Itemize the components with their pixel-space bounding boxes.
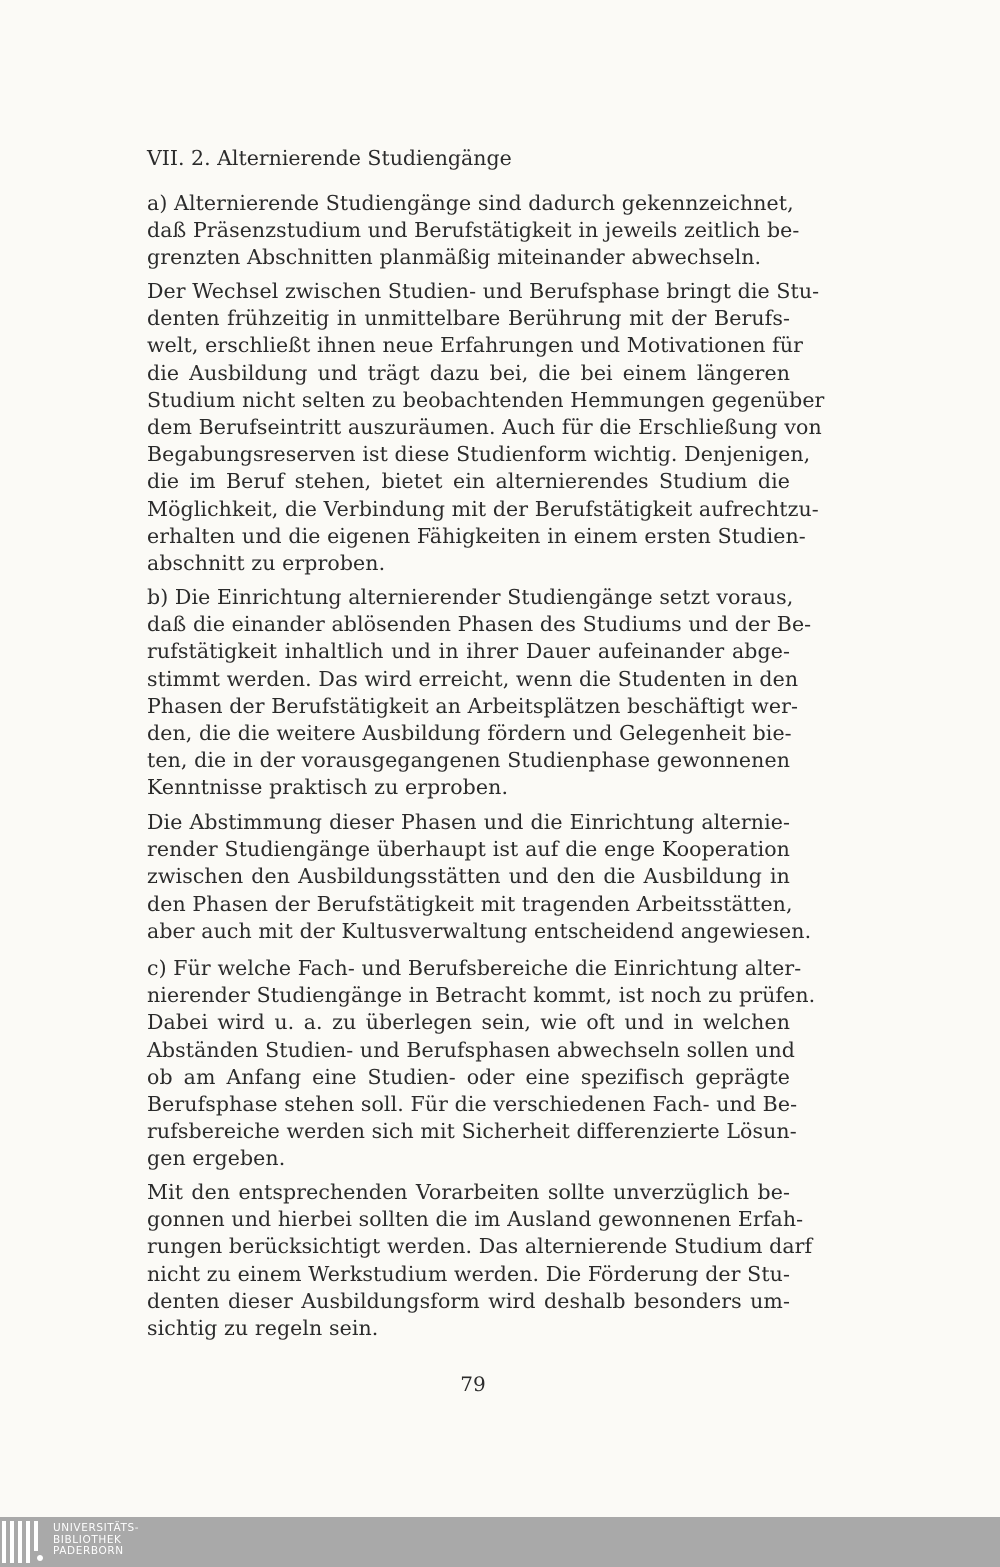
- text-line: dem Berufseintritt auszuräumen. Auch für die Erschließung von: [147, 415, 822, 440]
- logo-line: UNIVERSITÄTS-: [53, 1522, 140, 1534]
- text-line: Der Wechsel zwischen Studien- und Berufsphase bringt die Stu-: [147, 279, 820, 303]
- library-footer: [0, 1517, 1000, 1567]
- text-line: nicht zu einem Werkstudium werden. Die Förderung der Stu-: [147, 1261, 790, 1286]
- text-line: Phasen der Berufstätigkeit an Arbeitsplätzen beschäftigt wer-: [147, 693, 799, 718]
- text-line: die im Beruf stehen, bietet ein alternierendes Studium die: [147, 469, 790, 494]
- text-line: Berufsphase stehen soll. Für die verschiedenen Fach- und Be-: [147, 1092, 798, 1117]
- text-line: Mit den entsprechenden Vorarbeiten sollte unverzüglich be-: [147, 1180, 790, 1204]
- text-line: den Phasen der Berufstätigkeit mit tragenden Arbeitsstätten,: [147, 891, 793, 916]
- text-line: a) Alternierende Studiengänge sind dadurch gekennzeichnet,: [147, 191, 794, 215]
- text-line: welt, erschließt ihnen neue Erfahrungen und Motivationen für: [147, 333, 804, 358]
- text-line: Möglichkeit, die Verbindung mit der Berufstätigkeit aufrechtzu-: [147, 496, 819, 521]
- text-line: rufsbereiche werden sich mit Sicherheit differenzierte Lösun-: [147, 1119, 797, 1144]
- page-number: 79: [460, 1372, 486, 1396]
- text-line: denten frühzeitig in unmittelbare Berührung mit der Berufs-: [147, 306, 790, 331]
- text-line: daß Präsenzstudium und Berufstätigkeit in jeweils zeitlich be-: [147, 218, 800, 243]
- paragraph-b: [147, 584, 812, 802]
- text-line: Die Abstimmung dieser Phasen und die Einrichtung alternie-: [147, 810, 790, 834]
- text-line: rufstätigkeit inhaltlich und in ihrer Dauer aufeinander abge-: [147, 639, 790, 664]
- text-line: gonnen und hierbei sollten die im Ausland gewonnenen Erfah-: [147, 1207, 804, 1232]
- text-line: Dabei wird u. a. zu überlegen sein, wie oft und in welchen: [147, 1010, 790, 1035]
- text-line: erhalten und die eigenen Fähigkeiten in einem ersten Studien-: [147, 523, 806, 548]
- logo-line: BIBLIOTHEK: [53, 1533, 122, 1546]
- text-line: ob am Anfang eine Studien- oder eine spezifisch geprägte: [147, 1064, 790, 1089]
- text-line: Studium nicht selten zu beobachtenden Hemmungen gegenüber: [147, 387, 825, 412]
- section-heading: VII. 2. Alternierende Studiengänge: [147, 146, 512, 170]
- text-line: Kenntnisse praktisch zu erproben.: [147, 775, 509, 800]
- logo-dot-icon: [37, 1555, 43, 1561]
- text-line: aber auch mit der Kultusverwaltung entscheidend angewiesen.: [147, 918, 812, 943]
- paragraph-b-continued: [147, 809, 812, 945]
- library-logo-text: [53, 1523, 139, 1558]
- text-line: nierender Studiengänge in Betracht kommt, ist noch zu prüfen.: [147, 983, 816, 1008]
- text-line: grenzten Abschnitten planmäßig miteinander abwechseln.: [147, 245, 762, 270]
- text-line: c) Für welche Fach- und Berufsbereiche die Einrichtung alter-: [147, 956, 802, 980]
- text-line: sichtig zu regeln sein.: [147, 1316, 379, 1341]
- text-line: gen ergeben.: [147, 1146, 286, 1171]
- text-line: die Ausbildung und trägt dazu bei, die bei einem längeren: [147, 360, 790, 385]
- text-line: rungen berücksichtigt werden. Das alternierende Studium darf: [147, 1234, 813, 1259]
- paragraph-a: [147, 190, 800, 272]
- text-line: b) Die Einrichtung alternierender Studiengänge setzt voraus,: [147, 585, 794, 609]
- logo-line: PADERBORN: [53, 1545, 124, 1557]
- text-line: ten, die in der vorausgegangenen Studienphase gewonnenen: [147, 748, 790, 773]
- text-line: den, die die weitere Ausbildung fördern und Gelegenheit bie-: [147, 721, 792, 746]
- text-line: denten dieser Ausbildungsform wird deshalb besonders um-: [147, 1288, 790, 1313]
- paragraph-c: [147, 955, 816, 1173]
- text-line: daß die einander ablösenden Phasen des Studiums und der Be-: [147, 612, 812, 637]
- text-line: Abständen Studien- und Berufsphasen abwechseln sollen und: [147, 1037, 795, 1062]
- text-line: abschnitt zu erproben.: [147, 551, 386, 576]
- text-line: Begabungsreserven ist diese Studienform wichtig. Denjenigen,: [147, 442, 811, 467]
- text-line: zwischen den Ausbildungsstätten und den die Ausbildung in: [147, 864, 790, 889]
- text-line: stimmt werden. Das wird erreicht, wenn die Studenten in den: [147, 666, 799, 691]
- text-line: render Studiengänge überhaupt ist auf die enge Kooperation: [147, 837, 790, 862]
- paragraph-a-continued: [147, 278, 825, 577]
- paragraph-c-continued: [147, 1179, 813, 1342]
